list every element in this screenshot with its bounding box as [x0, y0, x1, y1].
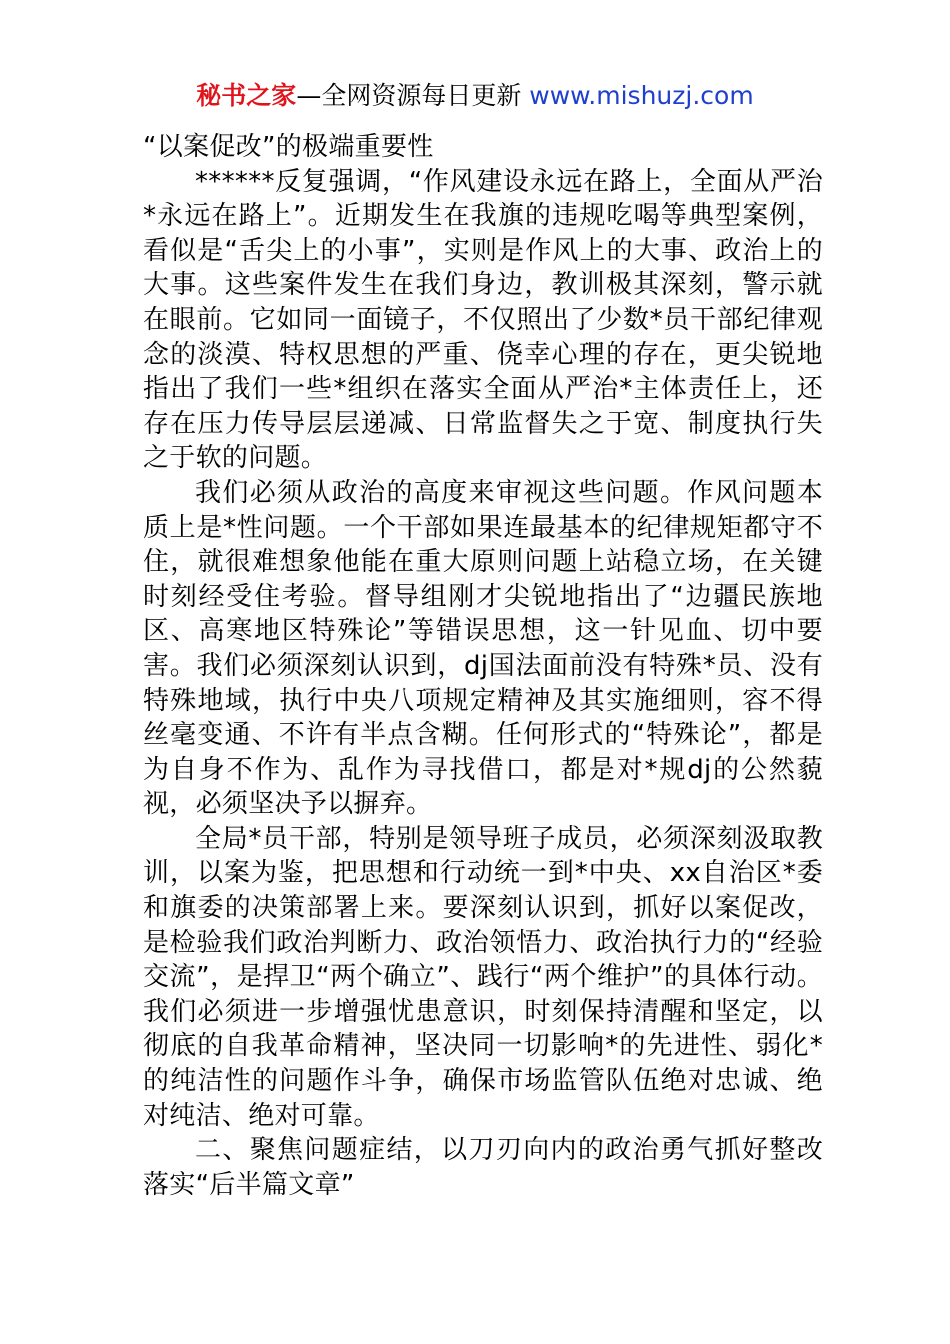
body-paragraph: 我们必须从政治的高度来审视这些问题。作风问题本质上是*性问题。一个干部如果连最基本的纪律规矩都守不住，就很难想象他能在重大原则问题上站稳立场，在关键时刻经受住考验。督导组刚才尖锐地指出了“边疆民族地区、高寒地区特殊论”等错误思想，这一针见血、切中要害。我们必须深刻认识到，dj国法面前没有特殊*员、没有特殊地域，执行中央八项规定精神及其实施细则，容不得丝毫变通、不许有半点含糊。任何形式的“特殊论”，都是为自身不作为、乱作为寻找借口，都是对*规dj的公然藐视，必须坚决予以摒弃。 [143, 477, 823, 820]
section-heading-continued: “以案促改”的极端重要性 [143, 132, 434, 162]
body-paragraph: ******反复强调，“作风建设永远在路上，全面从严治*永远在路上”。近期发生在我旗的违规吃喝等典型案例，看似是“舌尖上的小事”，实则是作风上的大事、政治上的大事。这些案件发生在我们身边，教训极其深刻，警示就在眼前。它如同一面镜子，不仅照出了少数*员干部纪律观念的淡漠、特权思想的严重、侥幸心理的存在，更尖锐地指出了我们一些*组织在落实全面从严治*主体责任上，还存在压力传导层层递减、日常监督失之于宽、制度执行失之于软的问题。 [143, 166, 823, 474]
site-url[interactable]: www.mishuzj.com [529, 81, 754, 110]
site-brand: 秘书之家 [196, 81, 297, 110]
body-paragraph: 全局*员干部，特别是领导班子成员，必须深刻汲取教训，以案为鉴，把思想和行动统一到*中央、xx自治区*委和旗委的决策部署上来。要深刻认识到，抓好以案促改，是检验我们政治判断力、政治领悟力、政治执行力的“经验交流”，是捍卫“两个确立”、践行“两个维护”的具体行动。我们必须进一步增强忧患意识，时刻保持清醒和坚定，以彻底的自我革命精神，坚决同一切影响*的先进性、弱化*的纯洁性的问题作斗争，确保市场监管队伍绝对忠诚、绝对纯洁、绝对可靠。 [143, 823, 823, 1131]
site-header [0, 80, 950, 112]
document-body [143, 130, 823, 1202]
section-heading: 二、聚焦问题症结，以刀刃向内的政治勇气抓好整改落实“后半篇文章” [143, 1135, 823, 1200]
site-tagline: —全网资源每日更新 [296, 81, 530, 110]
